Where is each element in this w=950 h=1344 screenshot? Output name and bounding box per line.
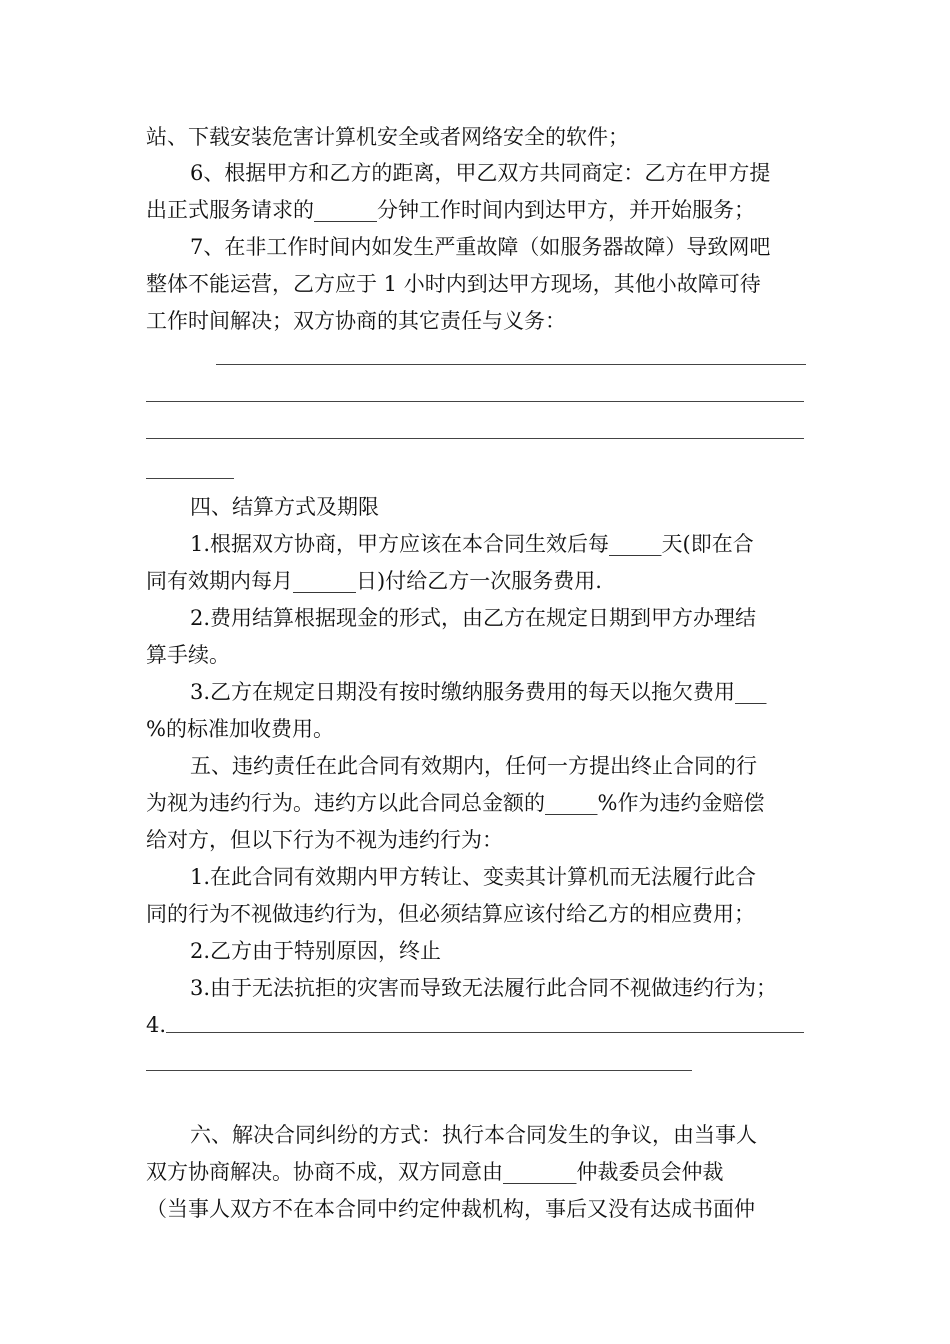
section-5-line-3: 给对方，但以下行为不视为违约行为： xyxy=(146,828,503,852)
section-5-item-4: 4. xyxy=(146,1013,167,1037)
section-5-item-3: 3.由于无法抗拒的灾害而导致无法履行此合同不视做违约行为； xyxy=(190,976,778,1000)
section-5-item-2: 2.乙方由于特别原因，终止 xyxy=(190,939,442,963)
section-4-item-3-line-2: %的标准加收费用。 xyxy=(146,717,334,741)
clause-7-line-3: 工作时间解决；双方协商的其它责任与义务： xyxy=(146,309,566,333)
text-line: 站、下载安装危害计算机安全或者网络安全的软件； xyxy=(146,125,629,149)
blank-rule xyxy=(146,478,234,479)
clause-7-line-2: 整体不能运营，乙方应于 1 小时内到达甲方现场，其他小故障可待 xyxy=(146,272,761,296)
section-5-line-2: 为视为违约行为。违约方以此合同总金额的_____%作为违约金赔偿 xyxy=(146,791,765,815)
blank-rule xyxy=(146,401,804,402)
section-5-item-1-line-1: 1.在此合同有效期内甲方转让、变卖其计算机而无法履行此合 xyxy=(190,865,757,889)
clause-7-line-1: 7、在非工作时间内如发生严重故障（如服务器故障）导致网吧 xyxy=(190,235,771,259)
blank-rule xyxy=(166,1032,804,1033)
blank-rule xyxy=(146,1070,692,1071)
section-4-item-3-line-1: 3.乙方在规定日期没有按时缴纳服务费用的每天以拖欠费用___ xyxy=(190,680,767,704)
section-5-item-1-line-2: 同的行为不视做违约行为，但必须结算应该付给乙方的相应费用； xyxy=(146,902,755,926)
section-6-line-2: 双方协商解决。协商不成，双方同意由_______仲裁委员会仲裁 xyxy=(146,1160,724,1184)
clause-6-line-1: 6、根据甲方和乙方的距离，甲乙双方共同商定：乙方在甲方提 xyxy=(190,161,771,185)
blank-rule xyxy=(216,364,806,365)
section-4-heading: 四、结算方式及期限 xyxy=(190,495,379,519)
section-5-line-1: 五、违约责任在此合同有效期内，任何一方提出终止合同的行 xyxy=(190,754,757,778)
section-6-line-3: （当事人双方不在本合同中约定仲裁机构，事后又没有达成书面仲 xyxy=(146,1197,755,1221)
blank-rule xyxy=(146,438,804,439)
clause-6-line-2: 出正式服务请求的______分钟工作时间内到达甲方，并开始服务； xyxy=(146,198,755,222)
section-4-item-2-line-2: 算手续。 xyxy=(146,643,230,667)
section-4-item-1-line-2: 同有效期内每月______日)付给乙方一次服务费用. xyxy=(146,569,602,593)
section-4-item-1-line-1: 1.根据双方协商，甲方应该在本合同生效后每_____天(即在合 xyxy=(190,532,754,556)
section-4-item-2-line-1: 2.费用结算根据现金的形式，由乙方在规定日期到甲方办理结 xyxy=(190,606,757,630)
section-6-line-1: 六、解决合同纠纷的方式：执行本合同发生的争议，由当事人 xyxy=(190,1123,757,1147)
